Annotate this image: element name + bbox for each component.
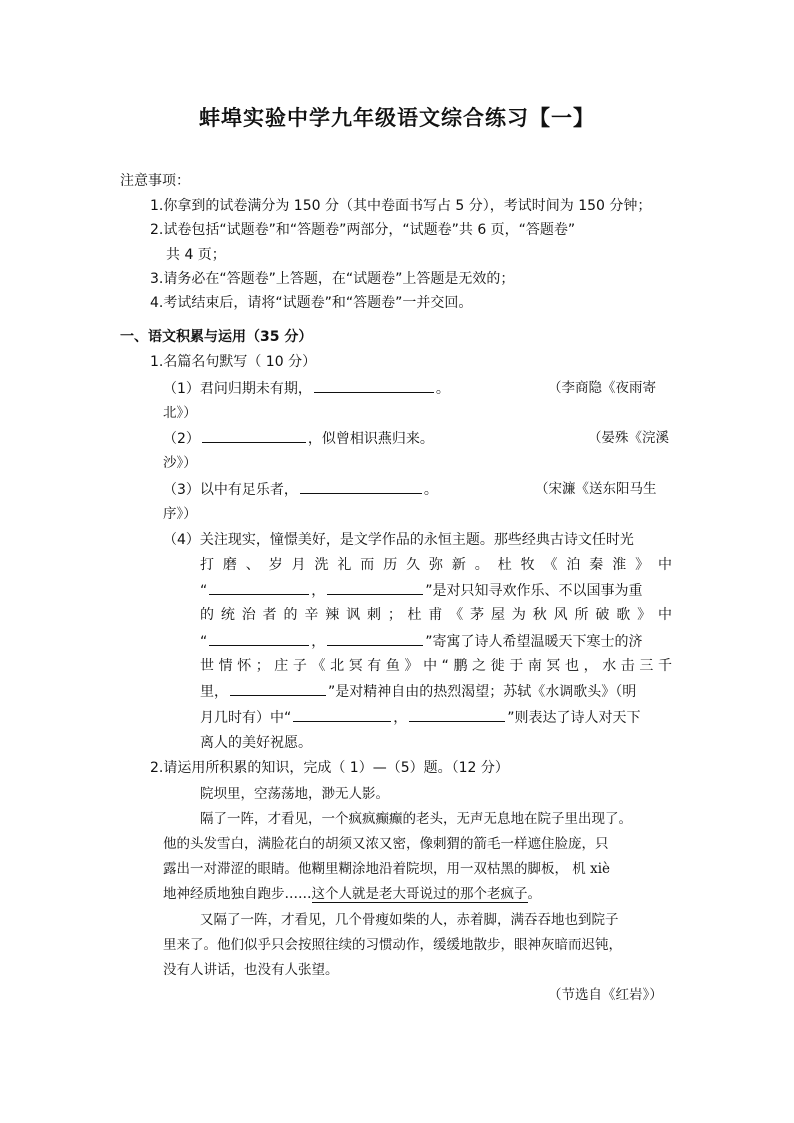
dictation-1-source-cont: 北》） xyxy=(163,405,197,421)
quote-open: “ xyxy=(200,583,208,599)
comma: ， xyxy=(393,710,408,726)
passage-p2-line-4 xyxy=(163,884,541,904)
dictation-2-text: （2） xyxy=(163,431,200,447)
notice-heading: 注意事项： xyxy=(120,173,190,189)
answer-blank[interactable] xyxy=(209,631,309,646)
dictation-4-line-8-start: 月几时有）中“ xyxy=(200,710,292,726)
answer-blank[interactable] xyxy=(327,631,423,646)
dictation-item-3 xyxy=(163,479,438,500)
dictation-4-line-3 xyxy=(200,580,643,601)
section-heading: 一、语文积累与运用（35 分） xyxy=(120,329,313,345)
notice-item-2-cont: 共 4 页； xyxy=(166,247,226,263)
dictation-1-source: （李商隐《夜雨寄 xyxy=(548,380,656,396)
dictation-4-line-9: 离人的美好祝愿。 xyxy=(200,735,312,751)
period: 。 xyxy=(527,886,541,902)
answer-blank[interactable] xyxy=(409,707,505,722)
dictation-4-line-8 xyxy=(200,707,641,728)
dictation-4-line-5 xyxy=(200,631,643,652)
answer-blank[interactable] xyxy=(327,580,423,595)
notice-item-2: 2.试卷包括“试题卷”和“答题卷”两部分，“试题卷”共 6 页，“答题卷” xyxy=(150,222,576,238)
dictation-2-end: ，似曾相识燕归来。 xyxy=(307,431,434,447)
dictation-4-line-1: （4）关注现实，憧憬美好，是文学作品的永恒主题。那些经典古诗文任时光 xyxy=(163,532,634,548)
dictation-3-source: （宋濂《送东阳马生 xyxy=(535,481,657,497)
dictation-4-line-7-text: ”是对精神自由的热烈渴望；苏轼《水调歌头》（明 xyxy=(328,684,637,700)
page-title: 蚌埠实验中学九年级语文综合练习【一】 xyxy=(199,106,595,130)
passage-p2-line-4-text: 地神经质地独自跑步…… xyxy=(163,886,312,902)
dictation-2-source: （晏殊《浣溪 xyxy=(588,430,669,446)
dictation-3-source-cont: 序》） xyxy=(163,506,197,522)
dictation-4-line-3-text: ”是对只知寻欢作乐、不以国事为重 xyxy=(425,583,643,599)
notice-item-3: 3.请务必在“答题卷”上答题，在“试题卷”上答题是无效的； xyxy=(150,271,515,287)
dictation-1-end: 。 xyxy=(435,381,450,397)
passage-p2-line-3: 露出一对滞涩的眼睛。他糊里糊涂地沿着院坝，用一双枯黑的脚板， 机 xiè xyxy=(163,861,611,877)
passage-source: （节选自《红岩》） xyxy=(548,987,663,1003)
dictation-4-line-6: 世 情 怀 ； 庄 子 《 北 冥 有 鱼 》 中 “ 鹏 之 徙 于 南 冥 也 ， 水 击 三 千 xyxy=(200,658,672,674)
dictation-item-2 xyxy=(163,428,434,449)
dictation-4-line-7-start: 里， xyxy=(200,684,228,700)
passage-p1: 院坝里，空荡荡地，渺无人影。 xyxy=(200,786,389,802)
dictation-4-line-4: 的 统 治 者 的 辛 辣 讽 刺 ； 杜 甫 《 茅 屋 为 秋 风 所 破 歌 》 中 xyxy=(200,607,672,623)
dictation-2-source-cont: 沙》） xyxy=(163,455,197,471)
answer-blank[interactable] xyxy=(300,479,422,494)
dictation-4-line-7 xyxy=(200,681,636,702)
dictation-3-end: 。 xyxy=(423,482,438,498)
notice-item-4: 4.考试结束后，请将“试题卷”和“答题卷”一并交回。 xyxy=(150,295,473,311)
dictation-item-1 xyxy=(163,378,450,399)
question-1-heading: 1.名篇名句默写（ 10 分） xyxy=(150,354,317,370)
passage-p3-line-2: 里来了。他们似乎只会按照往续的习惯动作，缓缓地散步，眼神灰暗而迟钝， xyxy=(163,937,622,953)
passage-p2-line-1: 隔了一阵，才看见，一个疯疯癫癫的老头，无声无息地在院子里出现了。 xyxy=(200,811,632,827)
passage-p2-line-2: 他的头发雪白，满脸花白的胡须又浓又密，像刺猬的箭毛一样遮住脸庞，只 xyxy=(163,836,609,852)
dictation-4-line-8-text: ”则表达了诗人对天下 xyxy=(507,710,641,726)
dictation-4-line-2: 打 磨 、 岁 月 洗 礼 而 历 久 弥 新 。 杜 牧 《 泊 秦 淮 》 中 xyxy=(200,557,672,573)
dictation-3-text: （3）以中有足乐者， xyxy=(163,482,298,498)
answer-blank[interactable] xyxy=(314,378,434,393)
dictation-1-text: （1）君问归期未有期， xyxy=(163,381,312,397)
comma: ， xyxy=(311,583,326,599)
passage-p3-line-3: 没有人讲话，也没有人张望。 xyxy=(163,962,339,978)
passage-p3-line-1: 又隔了一阵，才看见，几个骨瘦如柴的人，赤着脚，满吞吞地也到院子 xyxy=(200,912,619,928)
comma: ， xyxy=(311,634,326,650)
answer-blank[interactable] xyxy=(230,681,326,696)
answer-blank[interactable] xyxy=(209,580,309,595)
underlined-sentence: 这个人就是老大哥说过的那个老疯子 xyxy=(311,886,528,902)
answer-blank[interactable] xyxy=(293,707,391,722)
question-2-heading: 2.请运用所积累的知识，完成（ 1）—（5）题。（12 分） xyxy=(150,760,509,776)
notice-item-1: 1.你拿到的试卷满分为 150 分（其中卷面书写占 5 分），考试时间为 150 分钟； xyxy=(150,198,652,214)
dictation-4-line-5-text: ”寄寓了诗人希望温暖天下寒士的济 xyxy=(425,634,643,650)
answer-blank[interactable] xyxy=(202,428,306,443)
quote-open: “ xyxy=(200,634,208,650)
